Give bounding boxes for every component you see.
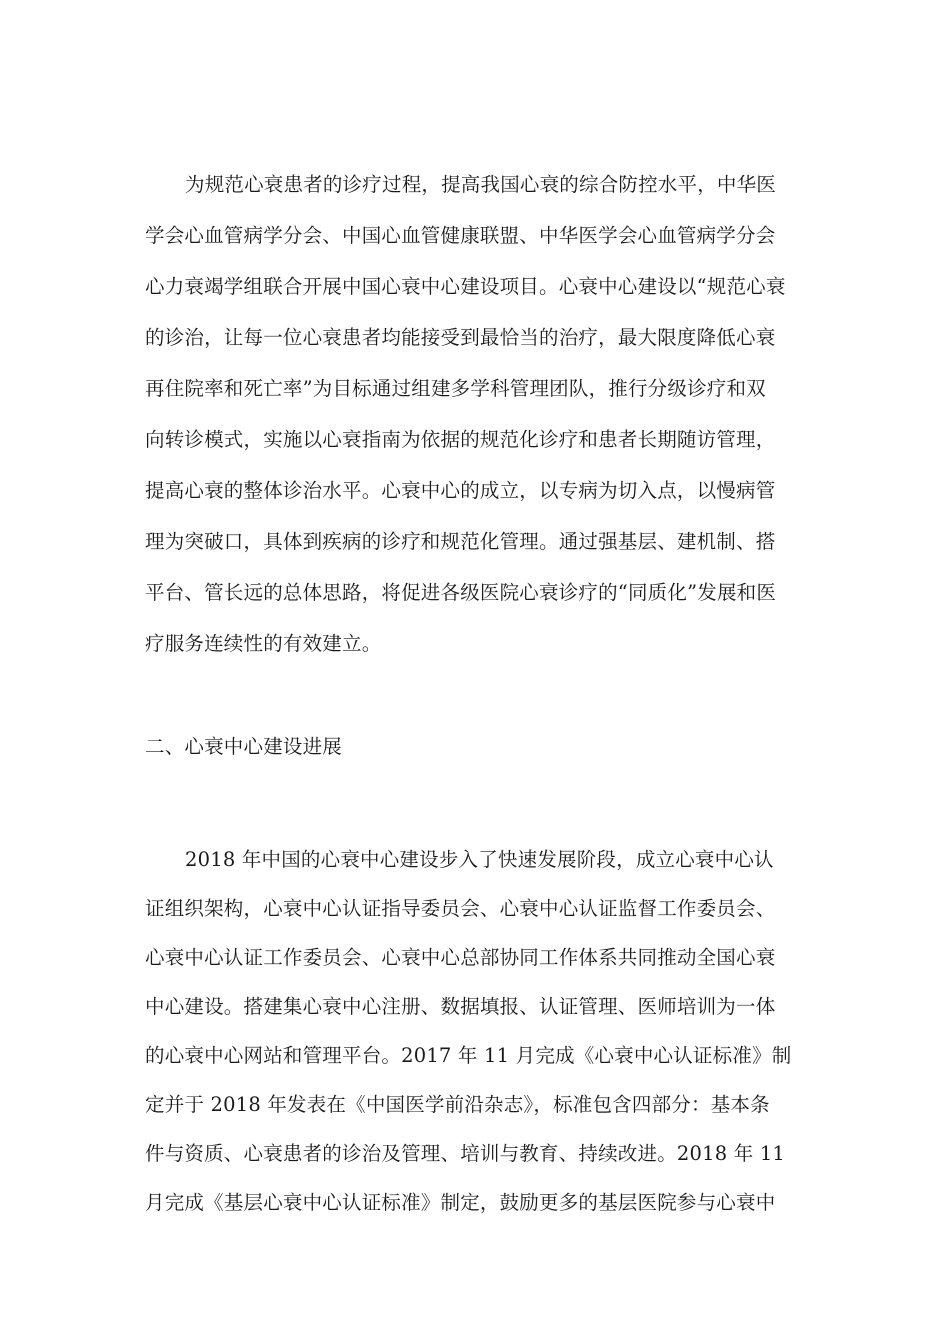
paragraph-line: 月完成《基层心衰中心认证标准》制定，鼓励更多的基层医院参与心衰中 [145, 1191, 776, 1214]
paragraph-line: 的心衰中心网站和管理平台。2017 年 11 月完成《心衰中心认证标准》制 [145, 1044, 792, 1067]
paragraph-line: 心衰中心认证工作委员会、心衰中心总部协同工作体系共同推动全国心衰 [145, 946, 776, 969]
paragraph-line: 理为突破口，具体到疾病的诊疗和规范化管理。通过强基层、建机制、搭 [145, 530, 776, 553]
paragraph-line: 心力衰竭学组联合开展中国心衰中心建设项目。心衰中心建设以“规范心衰 [145, 275, 786, 298]
paragraph-line: 再住院率和死亡率”为目标通过组建多学科管理团队，推行分级诊疗和双 [145, 377, 766, 400]
paragraph-line: 平台、管长远的总体思路，将促进各级医院心衰诊疗的“同质化”发展和医 [145, 581, 777, 604]
paragraph-line: 的诊治，让每一位心衰患者均能接受到最恰当的治疗，最大限度降低心衰 [145, 326, 776, 349]
paragraph-line: 疗服务连续性的有效建立。 [145, 632, 382, 655]
paragraph-line: 2018 年中国的心衰中心建设步入了快速发展阶段，成立心衰中心认 [185, 848, 774, 871]
paragraph-line: 为规范心衰患者的诊疗过程，提高我国心衰的综合防控水平，中华医 [185, 173, 777, 196]
paragraph-line: 定并于 2018 年发表在《中国医学前沿杂志》，标准包含四部分：基本条 [145, 1093, 770, 1116]
paragraph-line: 学会心血管病学分会、中国心血管健康联盟、中华医学会心血管病学分会 [145, 224, 776, 247]
paragraph-line: 证组织架构，心衰中心认证指导委员会、心衰中心认证监督工作委员会、 [145, 897, 776, 920]
paragraph-line: 中心建设。搭建集心衰中心注册、数据填报、认证管理、医师培训为一体 [145, 995, 776, 1018]
paragraph-line: 件与资质、心衰患者的诊治及管理、培训与教育、持续改进。2018 年 11 [145, 1142, 786, 1165]
section-heading: 二、心衰中心建设进展 [145, 735, 343, 758]
paragraph-line: 提高心衰的整体诊治水平。心衰中心的成立，以专病为切入点，以慢病管 [145, 479, 776, 502]
paragraph-line: 向转诊模式，实施以心衰指南为依据的规范化诊疗和患者长期随访管理， [145, 428, 776, 451]
